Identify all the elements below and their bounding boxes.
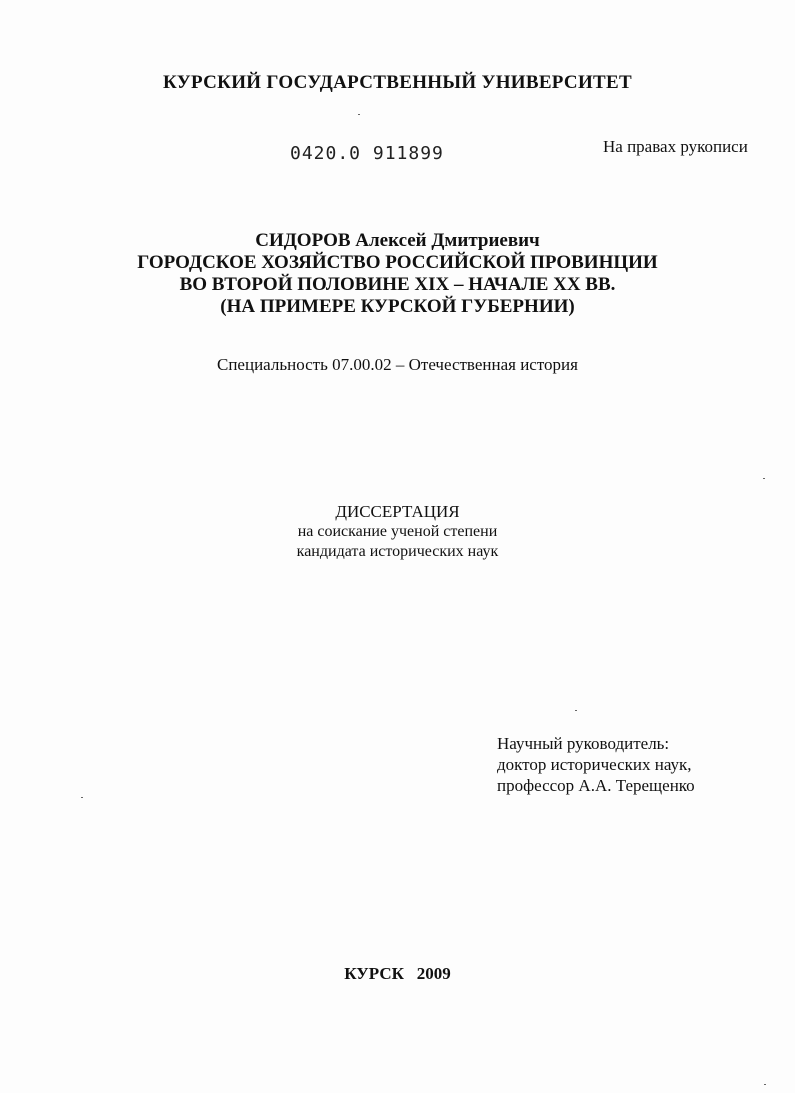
archive-stamp-number: 0420.0 911899 bbox=[290, 143, 444, 164]
scan-speck bbox=[763, 478, 765, 479]
author-name bbox=[0, 230, 795, 252]
author-surname: СИДОРОВ bbox=[255, 230, 351, 251]
year: 2009 bbox=[416, 964, 451, 983]
dissertation-type: ДИССЕРТАЦИЯ bbox=[335, 502, 460, 521]
author-given-names: Алексей Дмитриевич bbox=[355, 230, 540, 251]
supervisor-degree: доктор исторических наук, bbox=[497, 755, 692, 774]
dissertation-title-line-1: ГОРОДСКОЕ ХОЗЯЙСТВО РОССИЙСКОЙ ПРОВИНЦИИ bbox=[137, 252, 658, 273]
manuscript-rights-note: На правах рукописи bbox=[603, 137, 748, 156]
university-name: КУРСКИЙ ГОСУДАРСТВЕННЫЙ УНИВЕРСИТЕТ bbox=[163, 72, 632, 93]
scan-speck bbox=[575, 710, 577, 711]
supervisor-block bbox=[497, 733, 695, 796]
degree-name-line: кандидата исторических наук bbox=[296, 543, 499, 560]
supervisor-name: профессор А.А. Терещенко bbox=[497, 776, 695, 795]
supervisor-role: Научный руководитель: bbox=[497, 734, 670, 753]
scan-speck bbox=[358, 114, 360, 115]
degree-purpose-line: на соискание ученой степени bbox=[297, 523, 498, 540]
scan-speck bbox=[81, 797, 83, 798]
dissertation-title-line-3: (НА ПРИМЕРЕ КУРСКОЙ ГУБЕРНИИ) bbox=[220, 296, 575, 317]
scan-speck bbox=[764, 1084, 766, 1085]
city: КУРСК bbox=[344, 964, 404, 983]
specialty-line: Специальность 07.00.02 – Отечественная история bbox=[217, 355, 578, 374]
city-year bbox=[0, 964, 795, 984]
dissertation-title-line-2: ВО ВТОРОЙ ПОЛОВИНЕ XIX – НАЧАЛЕ XX ВВ. bbox=[179, 274, 616, 295]
